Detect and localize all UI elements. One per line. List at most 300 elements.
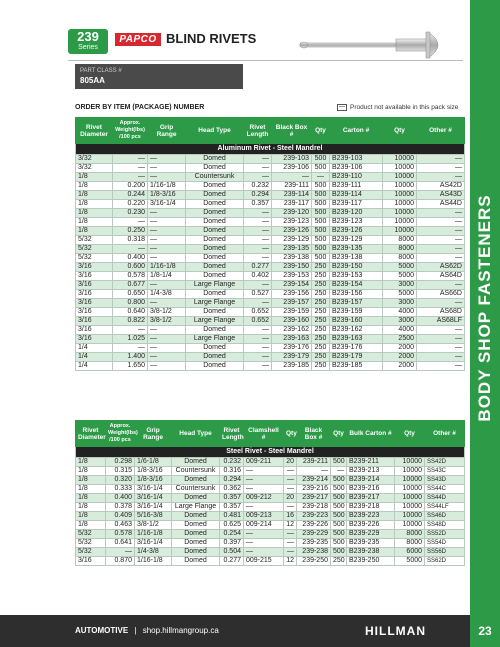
table-cell: 1/4 xyxy=(76,353,113,362)
table-cell: 239-185 xyxy=(272,362,312,371)
table-cell: 500 xyxy=(331,485,347,494)
table-cell: — xyxy=(244,155,272,164)
table-cell: 0.378 xyxy=(106,503,135,512)
side-banner xyxy=(470,0,500,615)
table-cell: 239-250 xyxy=(297,557,331,566)
table-cell: 0.277 xyxy=(244,263,272,272)
table-cell: — xyxy=(148,254,186,263)
table-cell: 5000 xyxy=(395,557,425,566)
series-badge xyxy=(68,29,108,54)
table-cell: — xyxy=(244,548,284,557)
table-cell: Domed xyxy=(186,164,244,173)
aluminum-rivet-table xyxy=(75,117,465,371)
section-title: Steel Rivet - Steel Mandrel xyxy=(76,447,465,458)
table-cell: B239-135 xyxy=(330,245,383,254)
table-cell: 239-153 xyxy=(272,272,312,281)
table-cell: 10000 xyxy=(395,494,425,503)
table-cell: B239-154 xyxy=(330,281,383,290)
aluminum-header-row xyxy=(76,118,465,144)
table-cell: 0.250 xyxy=(113,227,148,236)
table-cell: 239-216 xyxy=(297,485,331,494)
table-row xyxy=(76,200,465,209)
table-cell: Large Flange xyxy=(172,503,220,512)
table-cell: — xyxy=(148,344,186,353)
table-cell: — xyxy=(113,218,148,227)
table-cell: Domed xyxy=(172,494,220,503)
table-cell: 10000 xyxy=(395,521,425,530)
section-title: Aluminum Rivet - Steel Mandrel xyxy=(76,144,465,155)
table-cell: 0.822 xyxy=(113,317,148,326)
table-cell: B239-214 xyxy=(347,476,395,485)
table-cell: 250 xyxy=(312,272,330,281)
table-cell: Domed xyxy=(186,263,244,272)
table-cell: 1/8-3/16 xyxy=(148,191,186,200)
table-cell: 1/8 xyxy=(76,467,106,476)
table-cell: 1/4 xyxy=(76,362,113,371)
table-cell: — xyxy=(284,530,297,539)
table-cell: 1/4-3/8 xyxy=(135,548,172,557)
table-cell: 0.640 xyxy=(113,308,148,317)
table-cell: 239-238 xyxy=(297,548,331,557)
table-cell: 1/8 xyxy=(76,458,106,467)
table-cell: 0.294 xyxy=(220,476,244,485)
section-row xyxy=(76,144,465,155)
table-cell: 3/16 xyxy=(76,308,113,317)
table-cell: 20 xyxy=(284,458,297,467)
table-cell: 500 xyxy=(331,521,347,530)
table-cell: — xyxy=(244,236,272,245)
table-cell: — xyxy=(113,245,148,254)
table-cell: 2000 xyxy=(383,344,417,353)
table-cell: Domed xyxy=(172,557,220,566)
table-cell: 239-114 xyxy=(272,191,312,200)
table-cell: — xyxy=(244,245,272,254)
table-cell: — xyxy=(148,236,186,245)
col-header: Head Type xyxy=(172,421,220,447)
table-cell: — xyxy=(106,548,135,557)
table-cell: 1/8 xyxy=(76,209,113,218)
table-cell: — xyxy=(148,362,186,371)
table-cell: Domed xyxy=(186,209,244,218)
table-cell: B239-160 xyxy=(330,317,383,326)
table-cell: — xyxy=(148,227,186,236)
table-cell: 0.316 xyxy=(220,467,244,476)
table-cell: — xyxy=(244,254,272,263)
table-row xyxy=(76,512,465,521)
table-cell: — xyxy=(284,503,297,512)
table-cell: 3/16-1/4 xyxy=(148,200,186,209)
table-cell: 3/16 xyxy=(76,317,113,326)
col-header: Other # xyxy=(425,421,465,447)
table-cell: 10000 xyxy=(383,173,417,182)
table-cell: — xyxy=(417,173,465,182)
table-cell: 500 xyxy=(331,503,347,512)
table-cell: — xyxy=(244,281,272,290)
table-cell: 0.254 xyxy=(220,530,244,539)
table-cell: 10000 xyxy=(395,503,425,512)
legend-text: Product not available in this pack size xyxy=(350,104,459,111)
table-cell: B239-153 xyxy=(330,272,383,281)
table-row xyxy=(76,290,465,299)
table-cell: — xyxy=(148,245,186,254)
table-row xyxy=(76,467,465,476)
table-cell: 500 xyxy=(331,458,347,467)
part-class-box xyxy=(75,64,243,89)
table-row xyxy=(76,326,465,335)
table-cell: — xyxy=(244,467,284,476)
table-cell: — xyxy=(148,209,186,218)
table-cell: 0.652 xyxy=(244,308,272,317)
table-cell: 5/32 xyxy=(76,539,106,548)
table-cell: Countersunk xyxy=(172,485,220,494)
table-cell: 10000 xyxy=(383,155,417,164)
table-cell: 0.652 xyxy=(244,317,272,326)
table-cell: 239-159 xyxy=(272,308,312,317)
table-cell: 250 xyxy=(312,362,330,371)
table-cell: 1/8 xyxy=(76,218,113,227)
table-cell: — xyxy=(312,173,330,182)
table-cell: 1/16-1/8 xyxy=(135,557,172,566)
table-cell: 250 xyxy=(312,344,330,353)
table-cell: 3/16 xyxy=(76,557,106,566)
table-cell: 0.200 xyxy=(113,182,148,191)
table-cell: 0.463 xyxy=(106,521,135,530)
table-cell: 500 xyxy=(312,218,330,227)
table-cell: B239-163 xyxy=(330,335,383,344)
table-row xyxy=(76,155,465,164)
table-cell: 250 xyxy=(312,326,330,335)
table-cell: — xyxy=(244,362,272,371)
table-cell: 239-135 xyxy=(272,245,312,254)
table-cell: 12 xyxy=(284,557,297,566)
table-cell: SS44D xyxy=(425,494,465,503)
table-cell: Large Flange xyxy=(186,299,244,308)
table-row xyxy=(76,191,465,200)
table-cell: 1/8 xyxy=(76,227,113,236)
table-cell: SS56D xyxy=(425,548,465,557)
table-row xyxy=(76,173,465,182)
table-cell: 500 xyxy=(312,254,330,263)
table-row xyxy=(76,485,465,494)
table-cell: 5000 xyxy=(383,272,417,281)
table-row xyxy=(76,530,465,539)
table-cell: 500 xyxy=(312,245,330,254)
table-cell: 500 xyxy=(331,548,347,557)
table-cell: 250 xyxy=(312,335,330,344)
col-header: Clamshell # xyxy=(244,421,284,447)
table-cell: — xyxy=(417,245,465,254)
table-cell: 239-211 xyxy=(297,458,331,467)
table-cell: 10000 xyxy=(395,485,425,494)
table-cell: 0.277 xyxy=(220,557,244,566)
table-cell: Domed xyxy=(186,326,244,335)
table-cell: — xyxy=(417,227,465,236)
table-row xyxy=(76,272,465,281)
table-row xyxy=(76,521,465,530)
table-cell: 239-226 xyxy=(297,521,331,530)
table-cell: Domed xyxy=(172,476,220,485)
table-cell: Large Flange xyxy=(186,317,244,326)
table-row xyxy=(76,317,465,326)
table-cell: 239-223 xyxy=(297,512,331,521)
table-cell: — xyxy=(417,236,465,245)
table-cell: 009-215 xyxy=(244,557,284,566)
table-cell: 1/8 xyxy=(76,191,113,200)
table-cell: Domed xyxy=(186,182,244,191)
table-row xyxy=(76,263,465,272)
table-cell: 0.244 xyxy=(113,191,148,200)
table-cell: 5/16-3/8 xyxy=(135,512,172,521)
footer-text xyxy=(75,626,219,635)
footer-category: AUTOMOTIVE xyxy=(75,626,129,635)
table-cell: Domed xyxy=(186,272,244,281)
table-cell: 0.357 xyxy=(220,494,244,503)
table-row xyxy=(76,503,465,512)
table-cell: B239-211 xyxy=(347,458,395,467)
table-cell: 239-117 xyxy=(272,200,312,209)
table-cell: 500 xyxy=(331,539,347,548)
table-cell: 1/6-1/8 xyxy=(135,458,172,467)
table-cell: 0.320 xyxy=(106,476,135,485)
table-cell: 3/16-1/4 xyxy=(135,503,172,512)
table-cell: 1/8 xyxy=(76,485,106,494)
footer-separator: | xyxy=(134,626,137,635)
table-cell: 0.357 xyxy=(244,200,272,209)
col-header: Head Type xyxy=(186,118,244,144)
table-cell: AS64D xyxy=(417,272,465,281)
table-cell: — xyxy=(148,299,186,308)
table-cell: 500 xyxy=(312,164,330,173)
table-cell: — xyxy=(113,344,148,353)
table-cell: — xyxy=(284,485,297,494)
table-cell: Countersunk xyxy=(172,467,220,476)
table-cell: 500 xyxy=(312,182,330,191)
table-cell: 10000 xyxy=(383,191,417,200)
table-cell: 239-111 xyxy=(272,182,312,191)
table-cell: B239-120 xyxy=(330,209,383,218)
table-cell: — xyxy=(284,467,297,476)
col-header: Other # xyxy=(417,118,465,144)
table-cell: Domed xyxy=(186,245,244,254)
table-row xyxy=(76,281,465,290)
table-cell: — xyxy=(148,281,186,290)
table-cell: 10000 xyxy=(383,182,417,191)
table-cell: — xyxy=(244,476,284,485)
table-cell: 8000 xyxy=(383,254,417,263)
table-cell: B239-213 xyxy=(347,467,395,476)
table-cell: AS42D xyxy=(417,182,465,191)
table-cell: 239-129 xyxy=(272,236,312,245)
table-cell: Domed xyxy=(186,362,244,371)
table-cell: — xyxy=(244,485,284,494)
table-cell: Domed xyxy=(172,512,220,521)
table-cell: 239-150 xyxy=(272,263,312,272)
rivet-image xyxy=(298,30,456,60)
table-cell: 250 xyxy=(312,299,330,308)
table-cell: 239-162 xyxy=(272,326,312,335)
table-cell: 3000 xyxy=(383,317,417,326)
table-cell: 10000 xyxy=(383,164,417,173)
table-row xyxy=(76,182,465,191)
table-cell: B239-185 xyxy=(330,362,383,371)
table-cell: 500 xyxy=(331,530,347,539)
steel-rivet-table xyxy=(75,420,465,566)
footer-url[interactable]: shop.hillmangroup.ca xyxy=(142,626,219,635)
table-cell: Domed xyxy=(186,344,244,353)
table-row xyxy=(76,254,465,263)
table-row xyxy=(76,218,465,227)
table-cell: 1/4 xyxy=(76,344,113,353)
table-cell: 3/16 xyxy=(76,335,113,344)
table-cell: — xyxy=(417,164,465,173)
table-cell: — xyxy=(417,209,465,218)
table-cell: 1/8 xyxy=(76,476,106,485)
brand-logo: PAPCO xyxy=(115,33,161,46)
table-cell: 0.400 xyxy=(106,494,135,503)
table-cell: 0.409 xyxy=(106,512,135,521)
table-cell: SS48D xyxy=(425,521,465,530)
table-cell: AS43D xyxy=(417,191,465,200)
table-cell: 239-126 xyxy=(272,227,312,236)
table-cell: — xyxy=(244,539,284,548)
table-cell: 1/8 xyxy=(76,182,113,191)
table-cell: — xyxy=(244,503,284,512)
table-cell: 239-218 xyxy=(297,503,331,512)
col-header: Bulk Carton # xyxy=(347,421,395,447)
side-banner-text: BODY SHOP FASTENERS xyxy=(475,193,494,422)
table-cell: 3/16 xyxy=(76,281,113,290)
table-cell: B239-162 xyxy=(330,326,383,335)
table-cell: B239-106 xyxy=(330,164,383,173)
table-cell: 10000 xyxy=(383,209,417,218)
table-row xyxy=(76,164,465,173)
series-number: 239 xyxy=(77,29,99,44)
table-cell: 5000 xyxy=(383,263,417,272)
table-cell: 239-106 xyxy=(272,164,312,173)
table-cell: B239-238 xyxy=(347,548,395,557)
table-cell: B239-129 xyxy=(330,236,383,245)
table-cell: 0.232 xyxy=(244,182,272,191)
table-cell: 239-138 xyxy=(272,254,312,263)
table-cell: 3/16 xyxy=(76,272,113,281)
table-cell: 10000 xyxy=(383,200,417,209)
table-row xyxy=(76,539,465,548)
table-cell: — xyxy=(417,218,465,227)
table-cell: — xyxy=(113,164,148,173)
table-cell: 0.230 xyxy=(113,209,148,218)
table-row xyxy=(76,236,465,245)
table-cell: B239-223 xyxy=(347,512,395,521)
table-cell: 3/32 xyxy=(76,155,113,164)
table-cell: B239-159 xyxy=(330,308,383,317)
table-cell: B239-179 xyxy=(330,353,383,362)
table-cell: — xyxy=(113,173,148,182)
table-cell: — xyxy=(148,173,186,182)
table-cell: 0.318 xyxy=(113,236,148,245)
table-cell: SS54D xyxy=(425,539,465,548)
table-cell: 0.578 xyxy=(106,530,135,539)
part-class-label: PART CLASS # xyxy=(80,68,122,74)
page-number: 23 xyxy=(470,615,500,647)
table-cell: B239-156 xyxy=(330,290,383,299)
table-cell: 1/8-1/4 xyxy=(148,272,186,281)
table-cell: 3000 xyxy=(383,299,417,308)
table-cell: 500 xyxy=(331,512,347,521)
table-cell: AS66D xyxy=(417,290,465,299)
table-cell: 12 xyxy=(284,521,297,530)
table-cell: 0.232 xyxy=(220,458,244,467)
table-cell: 5/32 xyxy=(76,548,106,557)
table-cell: — xyxy=(148,218,186,227)
table-cell: 1/4-3/8 xyxy=(148,290,186,299)
table-cell: B239-123 xyxy=(330,218,383,227)
table-cell: 239-156 xyxy=(272,290,312,299)
table-cell: 239-217 xyxy=(297,494,331,503)
table-cell: 1/8-3/16 xyxy=(135,476,172,485)
table-cell: AS68LF xyxy=(417,317,465,326)
table-cell: 0.650 xyxy=(113,290,148,299)
page-title: BLIND RIVETS xyxy=(166,31,257,46)
table-cell: 0.625 xyxy=(220,521,244,530)
table-cell: B239-176 xyxy=(330,344,383,353)
table-cell: 0.397 xyxy=(220,539,244,548)
col-header: Black Box # xyxy=(297,421,331,447)
table-cell: 5/32 xyxy=(76,254,113,263)
table-cell: — xyxy=(244,353,272,362)
table-cell: 1/8 xyxy=(76,200,113,209)
table-cell: — xyxy=(417,335,465,344)
table-cell: Domed xyxy=(186,254,244,263)
col-header: Qty xyxy=(284,421,297,447)
part-class-value: 805AA xyxy=(80,76,105,85)
table-cell: 1/8-3/16 xyxy=(135,467,172,476)
table-row xyxy=(76,494,465,503)
col-header: Qty xyxy=(395,421,425,447)
table-row xyxy=(76,557,465,566)
table-cell: Large Flange xyxy=(186,335,244,344)
table-cell: 250 xyxy=(312,308,330,317)
col-header: Approx. Weight(lbs) /100 pcs xyxy=(106,421,135,447)
col-header: Qty xyxy=(312,118,330,144)
table-cell: 0.578 xyxy=(113,272,148,281)
table-cell: 1.400 xyxy=(113,353,148,362)
table-cell: — xyxy=(113,326,148,335)
table-cell: 239-103 xyxy=(272,155,312,164)
table-cell: Domed xyxy=(172,539,220,548)
table-cell: 239-179 xyxy=(272,353,312,362)
table-cell: SS43D xyxy=(425,476,465,485)
table-cell: B239-229 xyxy=(347,530,395,539)
table-cell: 20 xyxy=(284,494,297,503)
table-cell: — xyxy=(148,164,186,173)
table-cell: Domed xyxy=(186,191,244,200)
table-cell: — xyxy=(417,362,465,371)
table-cell: B239-114 xyxy=(330,191,383,200)
table-cell: — xyxy=(417,353,465,362)
table-cell: Domed xyxy=(186,218,244,227)
table-cell: 500 xyxy=(331,476,347,485)
table-cell: 3/16-1/4 xyxy=(135,485,172,494)
table-cell: 10000 xyxy=(383,227,417,236)
table-cell: 0.362 xyxy=(220,485,244,494)
table-cell: 239-154 xyxy=(272,281,312,290)
table-cell: 8000 xyxy=(395,539,425,548)
col-header: Grip Range xyxy=(135,421,172,447)
table-cell: 1/8 xyxy=(76,512,106,521)
table-cell: — xyxy=(244,335,272,344)
table-cell: Domed xyxy=(172,458,220,467)
col-header: Carton # xyxy=(330,118,383,144)
